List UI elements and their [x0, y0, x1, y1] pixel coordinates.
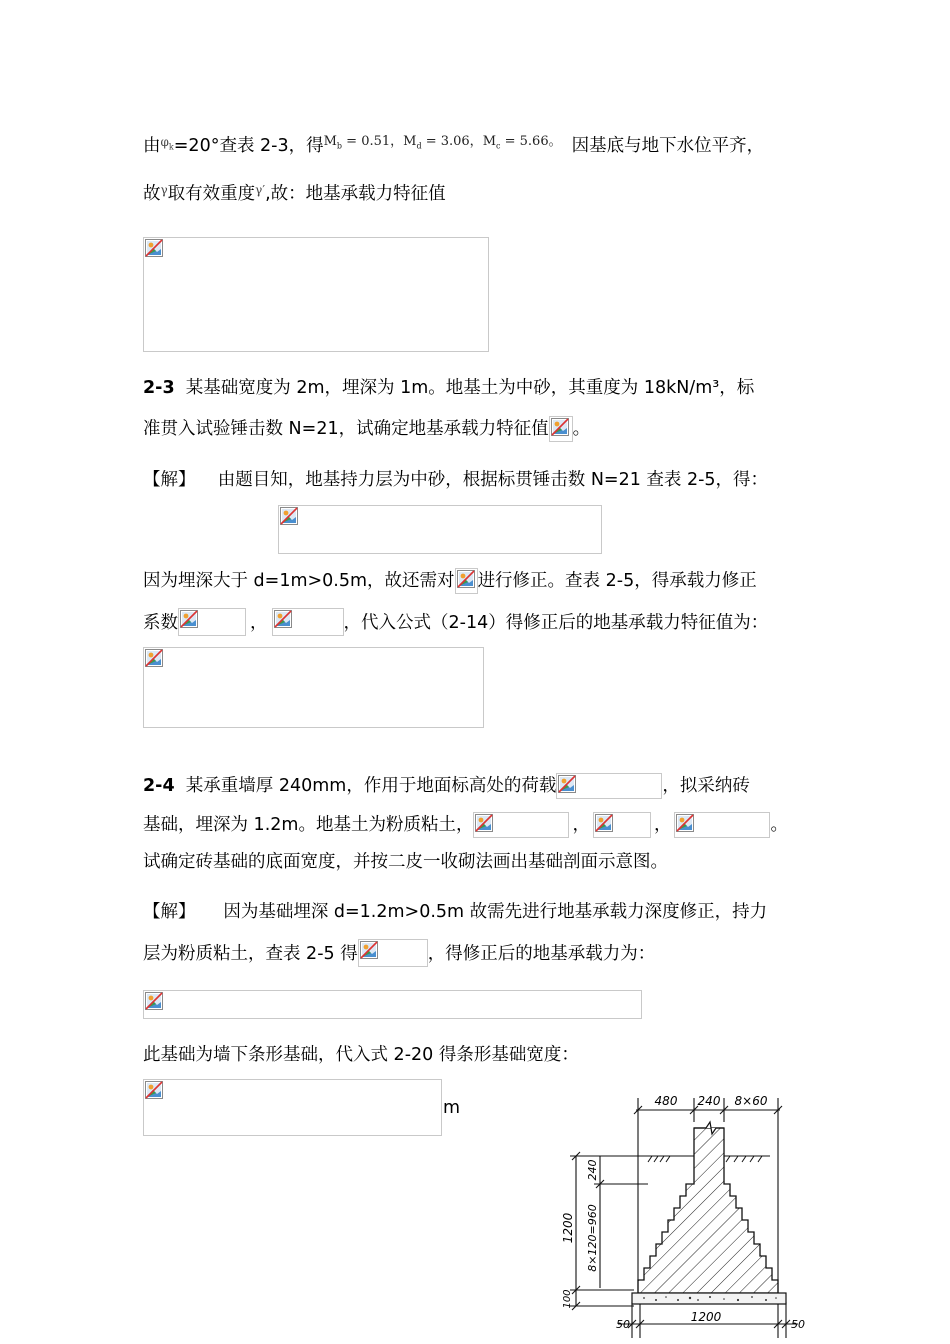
question-line: [143, 812, 788, 838]
text: 系数: [143, 613, 178, 633]
broken-image-icon: [274, 610, 292, 628]
broken-image-icon: [180, 610, 198, 628]
formula-image: [143, 1079, 442, 1136]
formula-image: [473, 812, 569, 838]
dimension-label: 50: [616, 1318, 630, 1331]
solution-label: 【解】: [143, 470, 196, 490]
broken-image-icon: [551, 418, 569, 436]
text: 某基础宽度为 2m，埋深为 1m。地基土为中砂，其重度为 18kN/m³，标: [185, 378, 755, 398]
solution-line: [143, 1043, 579, 1067]
text: 进行修正。查表 2-5，得承载力修正: [477, 571, 757, 591]
broken-image-icon: [595, 814, 613, 832]
formula-image: [674, 812, 770, 838]
paragraph-line: [143, 130, 764, 159]
text: 。: [572, 419, 591, 439]
solution-line: [143, 568, 757, 594]
brick-foundation-section-drawing: [548, 1088, 818, 1344]
dimension-label: 480: [654, 1094, 678, 1108]
text: ，: [653, 815, 672, 835]
text: ，代入公式（2-14）得修正后的地基承载力特征值为：: [343, 613, 769, 633]
text: 试确定砖基础的底面宽度，并按二皮一收砌法画出基础剖面示意图。: [143, 852, 668, 872]
broken-image-icon: [145, 649, 163, 667]
broken-image-icon: [145, 1081, 163, 1099]
text: 准贯入试验锤击数 N=21，试确定地基承载力特征值: [143, 419, 549, 439]
formula-image: [455, 568, 478, 594]
formula-image: [272, 608, 344, 636]
unit-label: m: [443, 1098, 461, 1118]
broken-image-icon: [558, 775, 576, 793]
text: 由题目知，地基持力层为中砂，根据标贯锤击数 N=21 查表 2-5，得：: [217, 470, 769, 490]
formula-image: [143, 990, 642, 1019]
text: 因为埋深大于 d=1m>0.5m，故还需对: [143, 571, 455, 591]
broken-image-icon: [475, 814, 493, 832]
text: 故: [143, 184, 161, 204]
solution-line: [143, 468, 768, 492]
question-number: 2-4: [143, 776, 175, 796]
question-number: 2-3: [143, 378, 175, 398]
broken-image-icon: [280, 507, 298, 525]
solution-label: 【解】: [143, 902, 196, 922]
formula-image: [143, 237, 489, 352]
formula-image: [143, 647, 484, 728]
formula-image: [593, 812, 651, 838]
question-line: [143, 773, 750, 799]
text: 此基础为墙下条形基础，代入式 2-20 得条形基础宽度：: [143, 1045, 579, 1065]
dimension-label: 1200: [561, 1212, 575, 1244]
text: 由: [143, 136, 161, 156]
paragraph-line: [143, 178, 446, 206]
text: 取有效重度: [167, 184, 256, 204]
dimension-label: 240: [697, 1094, 721, 1108]
text: 。: [770, 815, 788, 835]
text: 层为粉质粘土，查表 2-5 得: [143, 944, 358, 964]
text: 基础，埋深为 1.2m。地基土为粉质粘土，: [143, 815, 474, 835]
phi-k-symbol: φk: [160, 135, 174, 152]
gamma-symbol: γ: [160, 183, 168, 197]
solution-line: [143, 900, 767, 924]
question-line: [143, 376, 754, 400]
text: 因基底与地下水位平齐，: [571, 136, 765, 156]
dimension-label: 100: [562, 1289, 573, 1309]
formula-image: [358, 939, 428, 967]
question-line: [143, 850, 668, 874]
question-line: [143, 416, 590, 442]
solution-line: [143, 608, 768, 636]
gamma-prime-symbol: γ′: [255, 183, 266, 197]
broken-image-icon: [145, 239, 163, 257]
formula-image: [549, 416, 573, 442]
text: ，得修正后的地基承载力为：: [427, 944, 656, 964]
mb-formula: Mb = 0.51，Md = 3.06，Mc = 5.66。: [323, 134, 562, 151]
text: ，: [572, 815, 590, 835]
text: ，拟采纳砖: [662, 776, 750, 796]
text: ，: [250, 613, 268, 633]
broken-image-icon: [676, 814, 694, 832]
broken-image-icon: [360, 941, 378, 959]
dimension-label: 50: [791, 1318, 805, 1331]
broken-image-icon: [457, 570, 475, 588]
formula-image: [556, 773, 662, 799]
text: 因为基础埋深 d=1.2m>0.5m 故需先进行地基承载力深度修正，持力: [223, 902, 768, 922]
solution-line: [143, 939, 655, 967]
broken-image-icon: [145, 992, 163, 1010]
dimension-label: 8×120=960: [586, 1204, 599, 1272]
dimension-label: 240: [586, 1159, 599, 1181]
dimension-label: 8×60: [734, 1094, 768, 1108]
formula-image: [178, 608, 246, 636]
text: 某承重墙厚 240mm，作用于地面标高处的荷载: [185, 776, 557, 796]
text: =20°查表 2-3，得: [173, 136, 324, 156]
dimension-label: 1200: [690, 1310, 722, 1324]
formula-image: [278, 505, 602, 554]
text: ,故：地基承载力特征值: [265, 184, 446, 204]
